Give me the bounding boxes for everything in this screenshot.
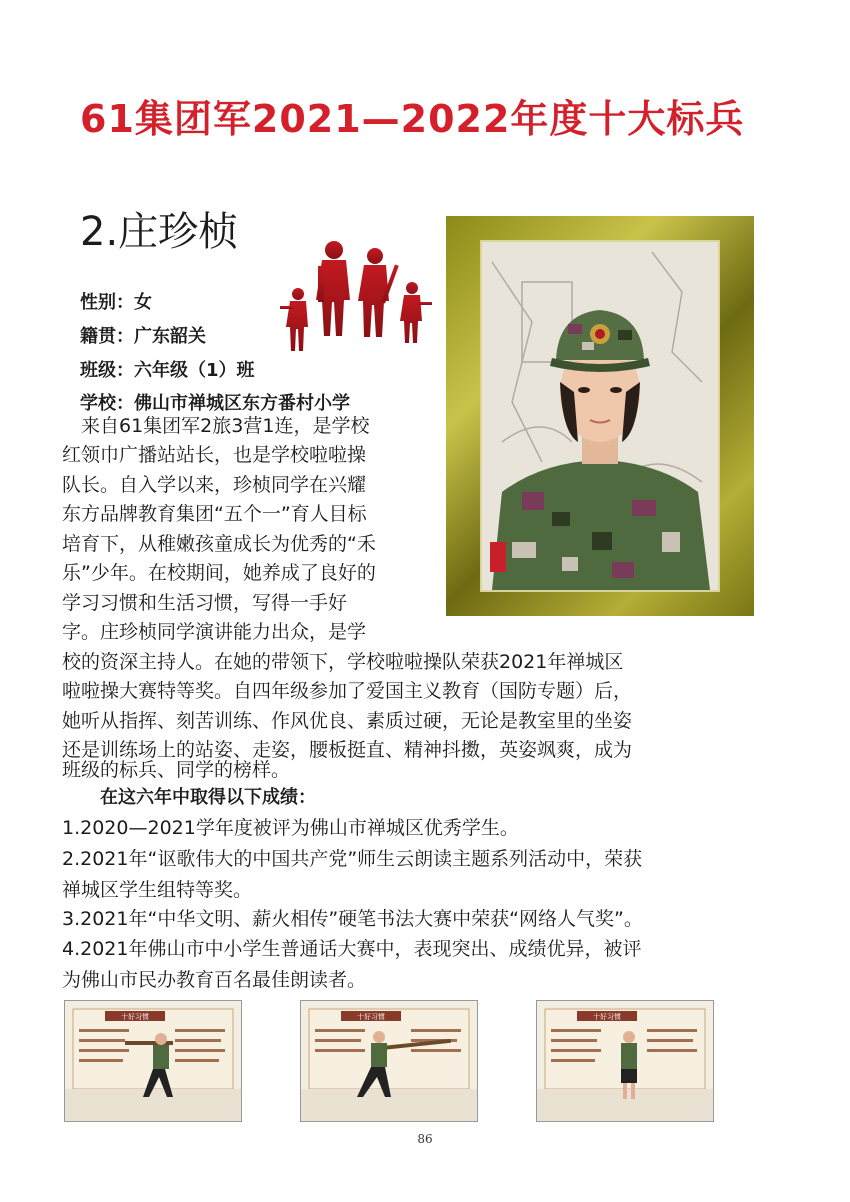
student-portrait-illustration xyxy=(482,242,718,590)
activity-photo-illustration xyxy=(537,1001,713,1121)
board-title: 十好习惯 xyxy=(593,1013,621,1021)
bio-line: 东方品牌教育集团“五个一”育人目标 xyxy=(62,503,367,525)
activity-photo-illustration xyxy=(65,1001,241,1121)
activity-photo-2 xyxy=(300,1000,478,1122)
student-name-heading: 2.庄珍桢 xyxy=(80,209,239,255)
bio-line: 校的资深主持人。在她的带领下，学校啦啦操队荣获2021年禅城区 xyxy=(62,651,624,673)
achievement-item: 4.2021年佛山市中小学生普通话大赛中，表现突出、成绩优异，被评 xyxy=(62,938,642,960)
achievement-item: 3.2021年“中华文明、薪火相传”硬笔书法大赛中荣获“网络人气奖”。 xyxy=(62,908,643,930)
school-info: 学校：佛山市禅城区东方番村小学 xyxy=(80,393,350,414)
bio-line: 字。庄珍桢同学演讲能力出众，是学 xyxy=(62,621,367,643)
hometown-info: 籍贯：广东韶关 xyxy=(80,326,206,347)
achievement-item: 1.2020—2021学年度被评为佛山市禅城区优秀学生。 xyxy=(62,817,519,839)
page-title: 61集团军2021—2022年度十大标兵 xyxy=(80,97,745,141)
bio-line: 培育下，从稚嫩孩童成长为优秀的“禾 xyxy=(62,533,376,555)
class-info: 班级：六年级（1）班 xyxy=(80,360,255,381)
achievement-item: 禅城区学生组特等奖。 xyxy=(62,879,253,901)
bio-line: 队长。自入学以来，珍桢同学在兴耀 xyxy=(62,474,367,496)
board-title: 十好习惯 xyxy=(357,1013,385,1021)
achievements-heading: 在这六年中取得以下成绩： xyxy=(100,787,316,808)
bio-line: 啦啦操大赛特等奖。自四年级参加了爱国主义教育（国防专题）后， xyxy=(62,680,633,702)
bio-line: 班级的标兵、同学的榜样。 xyxy=(62,759,291,781)
bio-line: 学习习惯和生活习惯，写得一手好 xyxy=(62,592,348,614)
bio-line: 乐”少年。在校期间，她养成了良好的 xyxy=(62,562,376,584)
bio-line: 她听从指挥、刻苦训练、作风优良、素质过硬，无论是教室里的坐姿 xyxy=(62,710,633,732)
soldier-silhouettes-graphic xyxy=(278,236,438,376)
page-number: 86 xyxy=(417,1132,433,1146)
bio-line: 红领巾广播站站长，也是学校啦啦操 xyxy=(62,444,367,466)
board-title: 十好习惯 xyxy=(121,1013,149,1021)
activity-photo-illustration xyxy=(301,1001,477,1121)
achievement-item: 为佛山市民办教育百名最佳朗读者。 xyxy=(62,969,367,991)
achievement-item: 2.2021年“讴歌伟大的中国共产党”师生云朗读主题系列活动中，荣获 xyxy=(62,848,643,870)
activity-photo-1 xyxy=(64,1000,242,1122)
student-photo xyxy=(480,240,720,592)
bio-line: 来自61集团军2旅3营1连，是学校 xyxy=(62,415,370,437)
activity-photo-3 xyxy=(536,1000,714,1122)
gender-info: 性别：女 xyxy=(80,292,152,313)
bio-line: 还是训练场上的站姿、走姿，腰板挺直、精神抖擞，英姿飒爽，成为 xyxy=(62,739,633,761)
